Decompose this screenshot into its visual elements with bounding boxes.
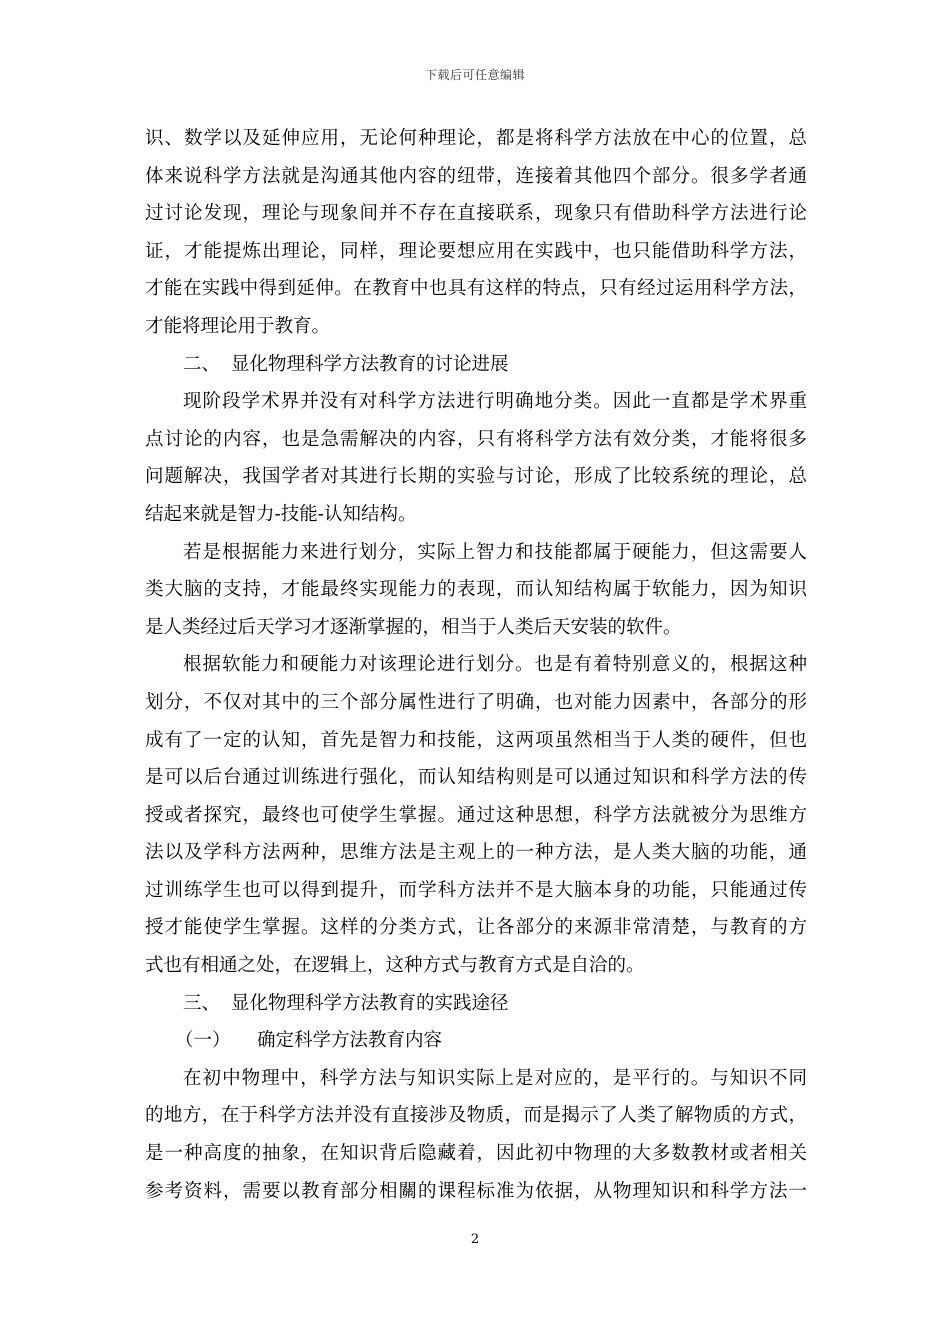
text-line: 结起来就是智力-技能-认知结构。 [145, 503, 417, 525]
text-line: 问题解决，我国学者对其进行长期的实验与讨论，形成了比较系统的理论，总 [145, 466, 807, 488]
paragraph [145, 646, 807, 984]
text-line: 若是根据能力来进行划分，实际上智力和技能都属于硬能力，但这需要人 [183, 541, 807, 563]
text-line: 在初中物理中，科学方法与知识实际上是对应的，是平行的。与知识不同 [183, 1067, 807, 1089]
subsection-number: （一） [175, 1030, 231, 1052]
section-number: 二、 [183, 353, 221, 375]
text-line: 类大脑的支持，才能最终实现能力的表现，而认知结构属于软能力，因为知识 [145, 579, 807, 601]
section-heading-3 [145, 985, 807, 1023]
text-line: 法以及学科方法两种，思维方法是主观上的一种方法，是人类大脑的功能，通 [145, 842, 807, 864]
page-number: 2 [470, 1232, 480, 1247]
text-line: 过讨论发现，理论与现象间并不存在直接联系，现象只有借助科学方法进行论 [145, 203, 807, 225]
text-line: 证，才能提炼出理论，同样，理论要想应用在实践中，也只能借助科学方法， [145, 240, 807, 262]
text-line: 根据软能力和硬能力对该理论进行划分。也是有着特别意义的，根据这种 [183, 654, 807, 676]
text-line: 点讨论的内容，也是急需解决的内容，只有将科学方法有效分类，才能将很多 [145, 428, 807, 450]
text-line: 才能将理论用于教育。 [145, 315, 331, 337]
text-line: 才能在实践中得到延伸。在教育中也具有这样的特点，只有经过运用科学方法， [145, 278, 807, 300]
text-line: 式也有相通之处，在逻辑上，这种方式与教育方式是自洽的。 [145, 955, 645, 977]
section-title: 显化物理科学方法教育的实践途径 [231, 992, 509, 1014]
text-line: 体来说科学方法就是沟通其他内容的纽带，连接着其他四个部分。很多学者通 [145, 165, 807, 187]
text-line: 的地方，在于科学方法并没有直接涉及物质，而是揭示了人类了解物质的方式， [145, 1105, 807, 1127]
section-title: 显化物理科学方法教育的讨论进展 [231, 353, 509, 375]
paragraph-continuation [145, 120, 807, 346]
subsection-title: 确定科学方法教育内容 [257, 1030, 443, 1052]
text-line: 过训练学生也可以得到提升，而学科方法并不是大脑本身的功能，只能通过传 [145, 879, 807, 901]
text-line: 现阶段学术界并没有对科学方法进行明确地分类。因此一直都是学术界重 [183, 391, 807, 413]
paragraph [145, 1060, 807, 1210]
text-line: 是一种高度的抽象，在知识背后隐藏着，因此初中物理的大多数教材或者相关 [145, 1143, 807, 1165]
text-line: 是可以后台通过训练进行强化，而认知结构则是可以通过知识和科学方法的传 [145, 767, 807, 789]
text-line: 授才能使学生掌握。这样的分类方式，让各部分的来源非常清楚，与教育的方 [145, 917, 807, 939]
section-number: 三、 [183, 992, 221, 1014]
paragraph [145, 383, 807, 533]
text-line: 划分，不仅对其中的三个部分属性进行了明确，也对能力因素中，各部分的形 [145, 691, 807, 713]
paragraph [145, 534, 807, 647]
section-heading-2 [145, 346, 807, 384]
page-header: 下载后可任意编辑 [424, 68, 525, 82]
text-line: 参考资料，需要以教育部分相關的课程标准为依据，从物理知识和科学方法一 [145, 1180, 807, 1202]
text-line: 识、数学以及延伸应用，无论何种理论，都是将科学方法放在中心的位置，总 [145, 128, 807, 149]
text-line: 是人类经过后天学习才逐渐掌握的，相当于人类后天安装的软件。 [145, 616, 682, 638]
text-line: 授或者探究，最终也可使学生掌握。通过这种思想，科学方法就被分为思维方 [145, 804, 807, 826]
text-line: 成有了一定的认知，首先是智力和技能，这两项虽然相当于人类的硬件，但也 [145, 729, 807, 751]
document-body [145, 120, 807, 1210]
subsection-heading-1 [145, 1022, 807, 1060]
